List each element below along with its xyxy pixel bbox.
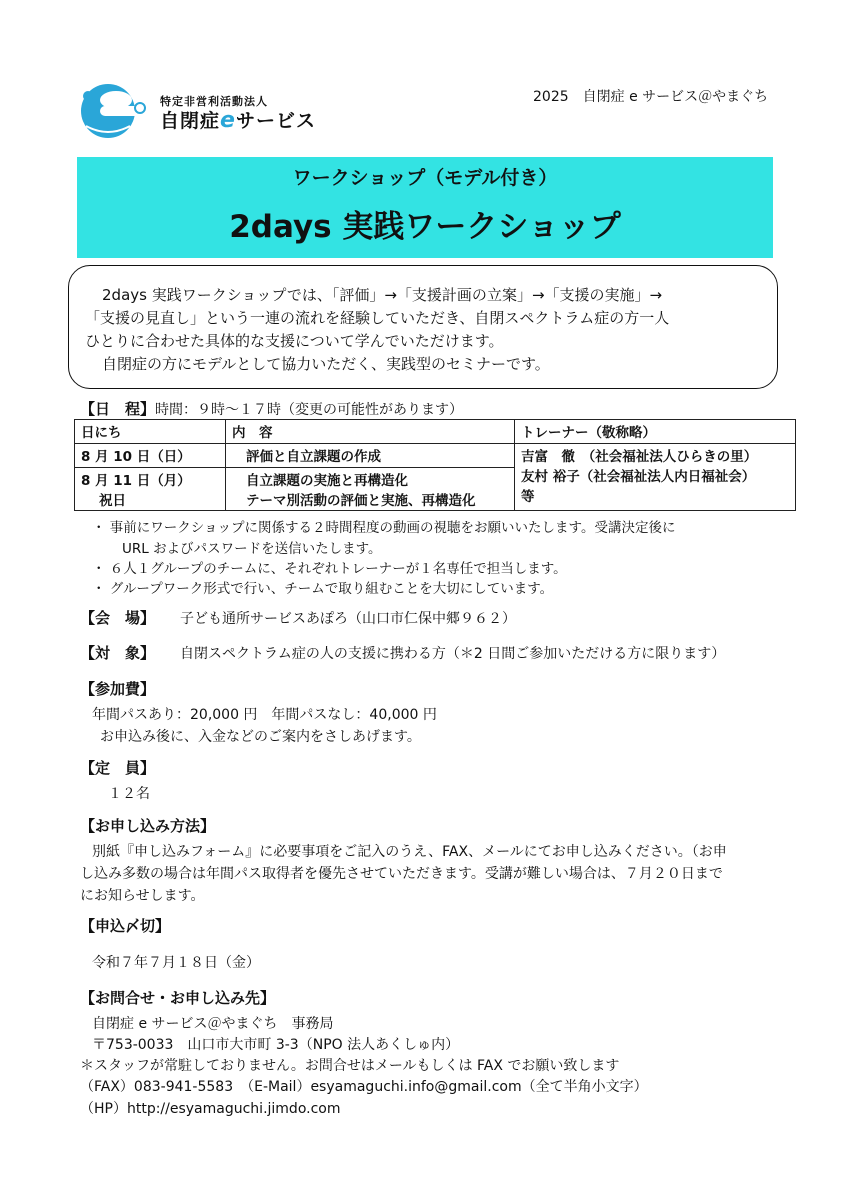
table-row bbox=[75, 444, 796, 468]
note-item: ・ 事前にワークショップに関係する２時間程度の動画の視聴をお願いいたします。受講決定後に bbox=[92, 520, 676, 536]
apply-line: 別紙『申し込みフォーム』に必要事項をご記入のうえ、FAX、メールにてお申し込みください。（お申 bbox=[92, 844, 727, 860]
banner-title: 2days 実践ワークショップ bbox=[229, 209, 621, 245]
schedule-label: 【日 程】 bbox=[80, 400, 156, 418]
table-header-row bbox=[75, 420, 796, 444]
trainer-1: 吉富 徹 （社会福祉法人ひらきの里） bbox=[521, 449, 758, 465]
intro-line: 2days 実践ワークショップでは、「評価」→「支援計画の立案」→「支援の実施」→ bbox=[102, 286, 663, 304]
header-org-year: 2025 自閉症 e サービス＠やまぐち bbox=[533, 89, 769, 105]
header-content: 内 容 bbox=[226, 420, 515, 444]
row2-date-text: 8 月 11 日（月） bbox=[81, 473, 191, 489]
header-trainer: トレーナー（敬称略） bbox=[515, 420, 796, 444]
contact-note: ＊スタッフが常駐しておりません。お問合せはメールもしくは FAX でお願い致します bbox=[80, 1058, 620, 1074]
venue-text: 子ども通所サービスあぽろ（山口市仁保中郷９６２） bbox=[180, 611, 516, 627]
row1-date: 8 月 10 日（日） bbox=[75, 444, 226, 468]
contact-label: 【お問合せ・お申し込み先】 bbox=[80, 989, 276, 1007]
trainer-cell bbox=[515, 444, 796, 511]
fee-note: お申込み後に、入金などのご案内をさしあげます。 bbox=[100, 729, 421, 745]
contact-website: （HP）http://esyamaguchi.jimdo.com bbox=[80, 1101, 341, 1117]
note-item: ・ ６人１グループのチームに、それぞれトレーナーが１名専任で担当します。 bbox=[92, 561, 567, 577]
note-item: URL およびパスワードを送信いたします。 bbox=[122, 541, 382, 557]
row1-content: 評価と自立課題の作成 bbox=[226, 444, 515, 468]
row2-content-1: 自立課題の実施と再構造化 bbox=[246, 473, 408, 489]
header-date: 日にち bbox=[75, 420, 226, 444]
fee-label: 【参加費】 bbox=[80, 680, 156, 698]
apply-line: にお知らせします。 bbox=[80, 888, 205, 904]
contact-address: 〒753-0033 山口市大市町 3-3（NPO 法人あくしゅ内） bbox=[92, 1037, 460, 1053]
trainer-etc: 等 bbox=[521, 489, 535, 505]
capacity-label: 【定 員】 bbox=[80, 759, 156, 777]
venue-label: 【会 場】 bbox=[80, 609, 156, 627]
capacity-text: １２名 bbox=[108, 786, 150, 802]
target-label: 【対 象】 bbox=[80, 644, 156, 662]
banner-subtitle: ワークショップ（モデル付き） bbox=[292, 167, 558, 189]
contact-office: 自閉症 e サービス＠やまぐち 事務局 bbox=[92, 1016, 334, 1032]
schedule-time: 時間：９時〜１７時（変更の可能性があります） bbox=[155, 402, 464, 418]
schedule-heading bbox=[80, 398, 463, 419]
target-text: 自閉スペクトラム症の人の支援に携わる方（＊2 日間ご参加いただける方に限ります） bbox=[180, 646, 726, 662]
intro-line: 「支援の見直し」という一連の流れを経験していただき、自閉スペクトラム症の方一人 bbox=[85, 309, 670, 327]
row2-content-2: テーマ別活動の評価と実施、再構造化 bbox=[246, 493, 476, 509]
title-banner bbox=[77, 157, 773, 258]
org-name: 自閉症eサービス bbox=[160, 108, 316, 133]
trainer-2: 友村 裕子（社会福祉法人内日福祉会） bbox=[521, 469, 756, 485]
fee-line: 年間パスあり：20,000 円 年間パスなし：40,000 円 bbox=[92, 707, 437, 723]
org-type-label: 特定非営利活動法人 bbox=[160, 95, 268, 108]
deadline-text: 令和７年７月１８日（金） bbox=[92, 955, 260, 971]
deadline-label: 【申込〆切】 bbox=[80, 917, 171, 935]
intro-box bbox=[68, 265, 778, 389]
intro-line: 自閉症の方にモデルとして協力いただく、実践型のセミナーです。 bbox=[102, 355, 550, 373]
row2-holiday: 祝日 bbox=[99, 493, 126, 509]
contact-fax-email: （FAX）083-941-5583 （E-Mail）esyamaguchi.info@gmail.com（全て半角小文字） bbox=[80, 1079, 648, 1095]
intro-line: ひとりに合わせた具体的な支援について学んでいただけます。 bbox=[85, 332, 504, 350]
schedule-table bbox=[74, 419, 796, 511]
apply-line: し込み多数の場合は年間パス取得者を優先させていただきます。受講が難しい場合は、７月２０日まで bbox=[80, 866, 723, 882]
row2-content bbox=[226, 468, 515, 511]
apply-label: 【お申し込み方法】 bbox=[80, 817, 216, 835]
organization-logo bbox=[78, 82, 156, 140]
row2-date bbox=[75, 468, 226, 511]
note-item: ・ グループワーク形式で行い、チームで取り組むことを大切にしています。 bbox=[92, 581, 554, 597]
